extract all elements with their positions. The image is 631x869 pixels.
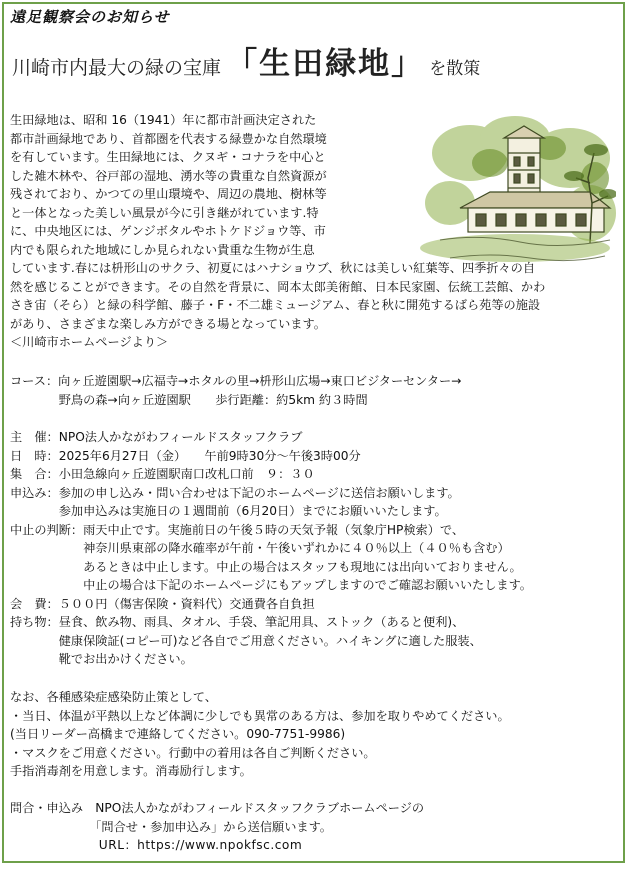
intro-line: を有しています。生田緑地には、クヌギ・コナラを中心と [10,150,326,164]
source-note: ＜川崎市ホームページより＞ [10,335,169,349]
detail-line: 日 時：2025年6月27日（金） 午前9時30分～午後3時00分 [10,448,361,463]
detail-line: 集 合：小田急線向ヶ丘遊園駅南口改札口前 ９：３０ [10,467,315,481]
course-line: コース：向ヶ丘遊園駅→広福寺→ホタルの里→枡形山広場→東口ビジターセンター→ [10,374,462,388]
precaution-line: ・当日、体温が平熱以上など体調に少しでも異常のある方は、参加を取りやめてください。 [10,708,510,723]
intro-line: しています.春には枡形山のサクラ、初夏にはハナショウブ、秋には美しい紅葉等、四季折々の自 [10,261,536,275]
intro-line: に、中央地区には、ゲンジボタルやホトケドジョウ等、市 [10,224,326,238]
course-line: 野鳥の森→向ヶ丘遊園駅 歩行距離：約5km 約３時間 [10,392,368,407]
intro-line: 然を感じることができます。その自然を背景に、岡本太郎美術館、日本民家園、伝統工芸館、かわ [10,279,546,294]
detail-line: 持ち物：昼食、飲み物、雨具、タオル、手袋、筆記用具、ストック（あると便利)、 [10,615,465,629]
detail-line: 主 催：NPO法人かながわフィールドスタッフクラブ [10,430,303,444]
building-sketch-illustration [420,108,616,268]
detail-line: 参加申込みは実施日の１週間前（6月20日）までにお願いいたします。 [10,504,447,518]
intro-line: と一体となった美しい風景が今に引き継がれています.特 [10,205,319,220]
intro-line: 生田緑地は、昭和 16（1941）年に都市計画決定された [10,113,317,127]
intro-line: 内でも限られた地域にしか見られない貴重な生物が生息 [10,242,315,257]
intro-line: した雑木林や、谷戸部の湿地、湧水等の貴重な自然資源が [10,168,327,183]
precaution-line: (当日リーダー高橋まで連絡してください。090-7751-9986) [10,727,346,741]
intro-line: 残されており、かつての里山環境や、周辺の農地、樹林等 [10,187,327,201]
detail-line: 健康保険証(コピー可)など各自でご用意ください。ハイキングに適した服装、 [10,633,482,648]
detail-line: 会 費：５００円（傷害保険・資料代）交通費各自負担 [10,596,315,611]
detail-line: あるときは中止します。中止の場合はスタッフも現地には出向いておりません。 [10,559,522,574]
detail-line: 中止の判断：雨天中止です。実施前日の午後５時の天気予報（気象庁HP検索）で、 [10,522,465,537]
intro-line: 都市計画緑地であり、首都圏を代表する緑豊かな自然環境 [10,131,327,146]
notice-header: 遠足観察会のお知らせ [10,8,170,26]
intro-line: があり、さまざまな楽しみ方ができる場となっています。 [10,316,326,331]
page-title [12,38,480,83]
precaution-line: 手指消毒剤を用意します。消毒励行します。 [10,764,252,778]
precaution-line: なお、各種感染症感染防止策として、 [10,690,217,704]
intro-line: さき宙（そら）と緑の科学館、藤子・F・不二雄ミュージアム、春と秋に開苑するばら苑等の施設 [10,298,541,312]
detail-line: 中止の場合は下記のホームページにもアップしますのでご確認お願いいたします。 [10,578,532,592]
precaution-line: ・マスクをご用意ください。行動中の着用は各自ご判断ください。 [10,745,376,760]
contact-line: 「問合せ・参加申込み」から送信願います。 [10,819,332,834]
title-suffix: を散策 [429,59,481,79]
detail-line: 申込み：参加の申し込み・問い合わせは下記のホームページに送信お願いします。 [10,485,460,500]
title-main: 「生田緑地」 [226,46,425,82]
detail-line: 靴でお出かけください。 [10,652,193,666]
title-prefix: 川崎市内最大の緑の宝庫 [12,57,222,79]
contact-url[interactable]: URL：https://www.npokfsc.com [10,838,303,852]
detail-line: 神奈川県東部の降水確率が午前・午後いずれかに４０％以上（４０％も含む） [10,541,510,555]
contact-line: 問合・申込み NPO法人かながわフィールドスタッフクラブホームページの [10,801,425,815]
